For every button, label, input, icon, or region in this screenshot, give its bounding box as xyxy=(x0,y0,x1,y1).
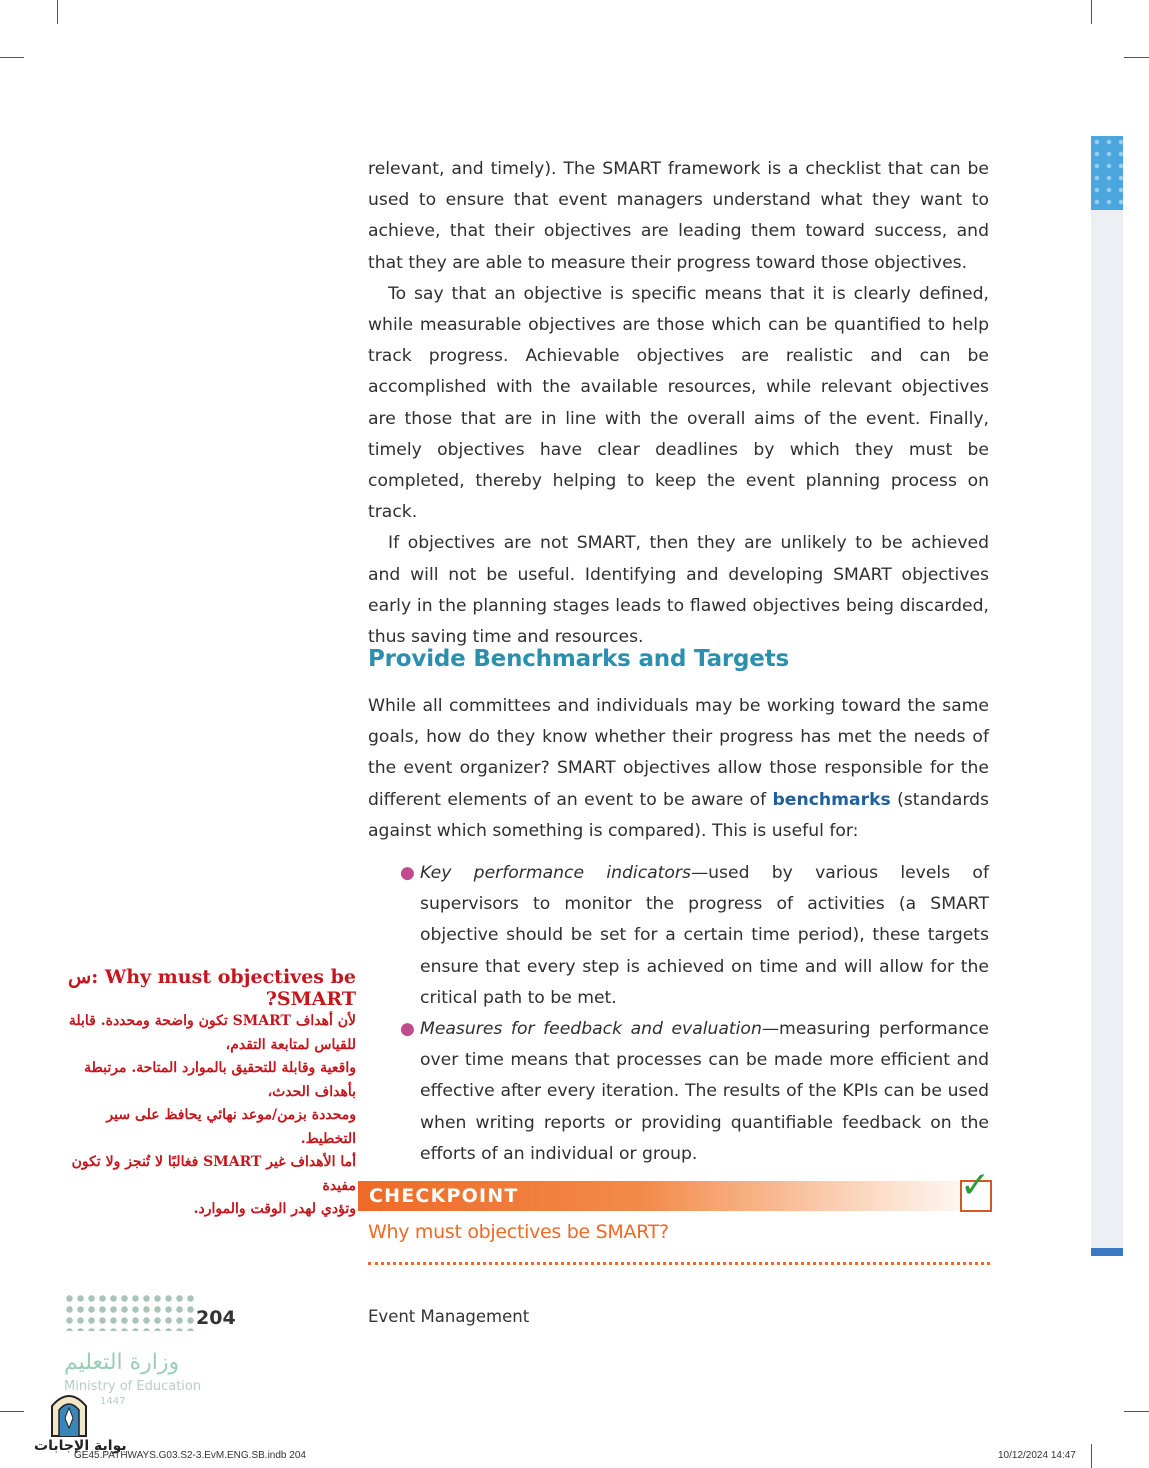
crop-mark xyxy=(1091,0,1092,24)
bullet-text: —used by various levels of supervisors to monitor the progress of activities (a SMART objective should be set for a certain time period), these targets ensure that every step is achieved on time and will allow for the critical path to be met. xyxy=(420,863,989,1008)
book-title: Event Management xyxy=(368,1307,530,1326)
answer-note xyxy=(56,966,356,1222)
ministry-name-english: Ministry of Education xyxy=(64,1379,202,1394)
crop-mark xyxy=(0,1411,24,1412)
note-answer-line: واقعية وقابلة للتحقيق بالموارد المتاحة. مرتبطة بأهداف الحدث، xyxy=(84,1060,356,1100)
bullet-icon: ● xyxy=(400,1019,415,1040)
site-name: بوابة الإجابات xyxy=(34,1438,127,1454)
page-number: 204 xyxy=(196,1307,236,1329)
checkpoint-label: CHECKPOINT xyxy=(369,1185,519,1207)
section-heading: Provide Benchmarks and Targets xyxy=(368,646,789,672)
note-answer-line: ومحددة بزمن/موعد نهائي يحافظ على سير التخطيط. xyxy=(106,1107,356,1147)
intro-text: While all committees and individuals may be working toward the same goals, how do they know whether their progress has met the needs of the event organizer? SMART objectives allow those responsible for the different elements of an event to be aware of xyxy=(368,696,989,810)
note-answer-line: وتؤدي لهدر الوقت والموارد. xyxy=(193,1201,356,1217)
file-slug: GE45.PATHWAYS.G03.S2-3.EvM.ENG.SB.indb 204 xyxy=(74,1450,306,1461)
checkbox-icon xyxy=(960,1165,992,1212)
bullet-list xyxy=(400,858,989,1170)
crop-mark xyxy=(1124,57,1149,58)
crop-mark xyxy=(1124,1411,1149,1412)
checkmark-icon: ✓ xyxy=(960,1165,991,1206)
crop-mark xyxy=(1091,1444,1092,1468)
ministry-year: 1447 xyxy=(100,1396,126,1407)
bullet-term: Key performance indicators xyxy=(420,863,691,883)
ministry-dots-logo xyxy=(64,1293,196,1331)
checkpoint-question: Why must objectives be SMART? xyxy=(368,1221,669,1243)
divider xyxy=(368,1262,990,1265)
bullet-term: Measures for feedback and evaluation xyxy=(420,1019,762,1040)
body-text xyxy=(368,154,989,653)
chapter-tab-pattern xyxy=(1091,136,1123,210)
note-answer-line: لأن أهداف SMART تكون واضحة ومحددة. قابلة للقياس لمتابعة التقدم، xyxy=(68,1013,356,1053)
bullet-icon: ● xyxy=(400,863,415,883)
bullet-text: —measuring performance over time means that processes can be made more efficient and effective after every iteration. The results of the KPIs can be used when writing reports or providing quantifiable feedback on the efforts of an individual or group. xyxy=(420,1019,989,1164)
list-item xyxy=(400,858,989,1014)
section-intro xyxy=(368,691,989,847)
keyword-benchmarks: benchmarks xyxy=(772,789,891,810)
list-item xyxy=(400,1014,989,1170)
intro-text: (standards against which something is compared). This is useful for: xyxy=(368,789,989,841)
ministry-name-arabic: وزارة التعليم xyxy=(64,1350,180,1375)
chapter-tab-strip xyxy=(1091,136,1123,1256)
note-question: س: Why must objectives be ?SMART xyxy=(68,966,356,1010)
chapter-tab-end xyxy=(1091,1248,1123,1256)
paragraph: If objectives are not SMART, then they are unlikely to be achieved and will not be useful. Identifying and developing SMART objectives early in the planning stages leads to flawed objectives being discarded, thus saving time and resources. xyxy=(368,533,989,648)
paragraph: To say that an objective is specific means that it is clearly defined, while measurable objectives are those which can be quantified to help track progress. Achievable objectives are realistic and can be accomplished with the available resources, while relevant objectives are those that are in line with the overall aims of the event. Finally, timely objectives have clear deadlines by which they must be completed, thereby helping to keep the event planning process on track. xyxy=(368,283,989,523)
paragraph: relevant, and timely). The SMART framework is a checklist that can be used to ensure that event managers understand what they want to achieve, that their objectives are leading them toward success, and that they are able to measure their progress toward those objectives. xyxy=(368,159,989,273)
crop-mark xyxy=(57,0,58,24)
note-answer-line: أما الأهداف غير SMART فغالبًا لا تُنجز ولا تكون مفيدة xyxy=(71,1154,356,1194)
file-date: 10/12/2024 14:47 xyxy=(998,1450,1076,1461)
checkpoint-banner xyxy=(358,1181,990,1211)
gate-logo-icon xyxy=(48,1388,90,1438)
crop-mark xyxy=(0,57,24,58)
